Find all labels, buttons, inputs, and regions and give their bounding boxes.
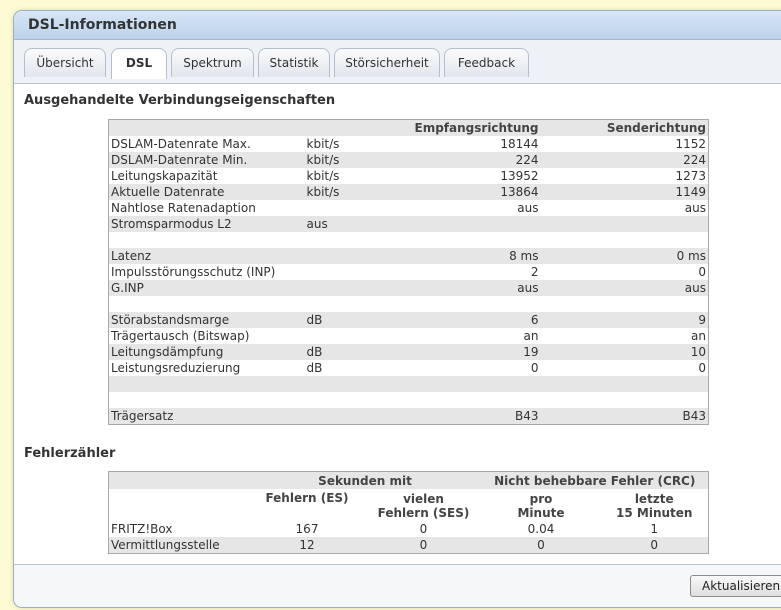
row-unit: kbit/s [306,169,340,183]
row-unit: kbit/s [306,137,340,151]
table-row [109,376,709,392]
tab-stoersicherheit[interactable]: Störsicherheit [334,48,440,77]
table-row [109,184,709,200]
table-row [109,408,709,425]
row-label: FRITZ!Box [111,522,173,536]
row-label [109,296,305,312]
table-row [109,216,709,232]
row-label: DSLAM-Datenrate Min. [109,152,305,168]
row-label: Störabstandsmarge [109,312,305,328]
error-group-header-row [109,472,709,490]
row-tx-value [541,376,709,392]
tab-dsl[interactable]: DSL [111,48,167,79]
row-tx-value: 9 [541,312,709,328]
row-tx-value [541,296,709,312]
row-es-value: 167 [295,522,319,536]
row-unit [305,200,395,216]
row-unit: dB [306,361,323,375]
row-tx-value: 0 [698,361,706,375]
error-counter-table [108,471,709,554]
header-last-15: letzte 15 Minuten [616,492,693,520]
table-row [109,344,709,360]
header-senderichtung: Senderichtung [541,120,709,137]
row-unit [305,280,395,296]
row-rx-value: 13952 [500,169,539,183]
row-tx-value [541,392,709,408]
row-tx-value: B43 [541,408,709,425]
refresh-button[interactable]: Aktualisieren [690,575,781,597]
row-label: Trägertausch (Bitswap) [111,329,250,343]
table-row [109,248,709,264]
row-pro-minute-value: 0.04 [527,522,555,536]
row-rx-value [395,232,541,248]
table-row [109,360,709,376]
row-tx-value: 0 [698,265,706,279]
row-label: Leitungsdämpfung [109,344,305,360]
row-unit [305,392,395,408]
page-title: DSL-Informationen [14,11,781,40]
row-unit [305,248,395,264]
table-row [109,168,709,184]
row-tx-value: 1152 [675,137,706,151]
row-tx-value: an [691,329,706,343]
table-row [109,152,709,168]
table-row [109,328,709,344]
table-row [109,200,709,216]
row-rx-value: 8 ms [395,248,541,264]
row-label: Latenz [109,248,305,264]
row-label: Stromsparmodus L2 [109,216,305,232]
section-title-connection: Ausgehandelte Verbindungseigenschaften [24,93,336,108]
header-crc: Nicht behebbare Fehler (CRC) [482,472,709,490]
row-label: Vermittlungsstelle [109,537,249,554]
header-es: Fehlern (ES) [265,491,349,505]
row-rx-value: 6 [395,312,541,328]
row-unit: aus [305,216,395,232]
row-unit [305,376,395,392]
tab-statistik[interactable]: Statistik [258,48,330,77]
row-rx-value: 2 [530,265,539,279]
row-pro-minute-value: 0 [482,537,601,554]
row-rx-value [395,216,541,232]
row-rx-value [395,392,541,408]
button-bar [14,564,781,608]
header-ses: vielen Fehlern (SES) [377,492,470,520]
row-tx-value: 1149 [541,184,709,200]
header-empfangsrichtung: Empfangsrichtung [395,120,541,137]
row-ses-value: 0 [366,537,482,554]
row-tx-value: aus [684,201,706,215]
error-column-header-row [109,489,709,521]
table-row [109,280,709,296]
row-label: Leistungsreduzierung [111,361,241,375]
row-last15-value: 0 [601,537,709,554]
row-unit [305,264,395,280]
row-label [109,232,305,248]
table-row [109,264,709,280]
row-rx-value: 19 [395,344,541,360]
connection-properties-table [108,119,709,425]
table-row [109,537,709,554]
tab-uebersicht[interactable]: Übersicht [24,48,106,77]
table-row [109,136,709,152]
row-rx-value: 224 [395,152,541,168]
row-rx-value: 18144 [500,137,539,151]
table-row [109,296,709,312]
row-tx-value: 0 ms [541,248,709,264]
row-tx-value: aus [541,280,709,296]
row-label: DSLAM-Datenrate Max. [111,137,251,151]
row-unit: kbit/s [305,184,395,200]
row-rx-value: B43 [395,408,541,425]
row-es-value: 12 [249,537,366,554]
row-label: Impulsstörungsschutz (INP) [111,265,276,279]
table-row [109,521,709,537]
row-unit [305,408,395,425]
row-rx-value: 0 [530,361,539,375]
row-tx-value [541,232,709,248]
row-tx-value: 10 [541,344,709,360]
row-label: Nahtlose Ratenadaption [111,201,256,215]
row-rx-value: 13864 [395,184,541,200]
row-rx-value: aus [395,280,541,296]
row-tx-value [541,216,709,232]
table-row [109,392,709,408]
row-label: Trägersatz [109,408,305,425]
section-title-errors: Fehlerzähler [24,446,116,461]
table-row [109,232,709,248]
row-rx-value: aus [517,201,539,215]
row-label: Leitungskapazität [111,169,218,183]
row-last15-value: 1 [650,522,659,536]
tab-bar [14,40,781,84]
row-tx-value: 224 [541,152,709,168]
row-label: Aktuelle Datenrate [109,184,305,200]
row-ses-value: 0 [419,522,428,536]
table-header-row [109,120,709,137]
row-rx-value [395,376,541,392]
row-label [109,392,305,408]
row-tx-value: 1273 [675,169,706,183]
row-unit: dB [305,344,395,360]
row-label [109,376,305,392]
row-unit: dB [305,312,395,328]
row-rx-value [395,296,541,312]
dsl-info-panel [13,10,781,608]
row-unit [305,328,395,344]
row-rx-value: an [523,329,539,343]
row-unit [305,232,395,248]
header-pro-minute: pro Minute [517,492,565,520]
tab-spektrum[interactable]: Spektrum [171,48,254,77]
tab-feedback[interactable]: Feedback [444,48,529,77]
row-unit: kbit/s [305,152,395,168]
row-unit [305,296,395,312]
header-sekunden-mit: Sekunden mit [249,472,482,490]
row-label: G.INP [109,280,305,296]
table-row [109,312,709,328]
